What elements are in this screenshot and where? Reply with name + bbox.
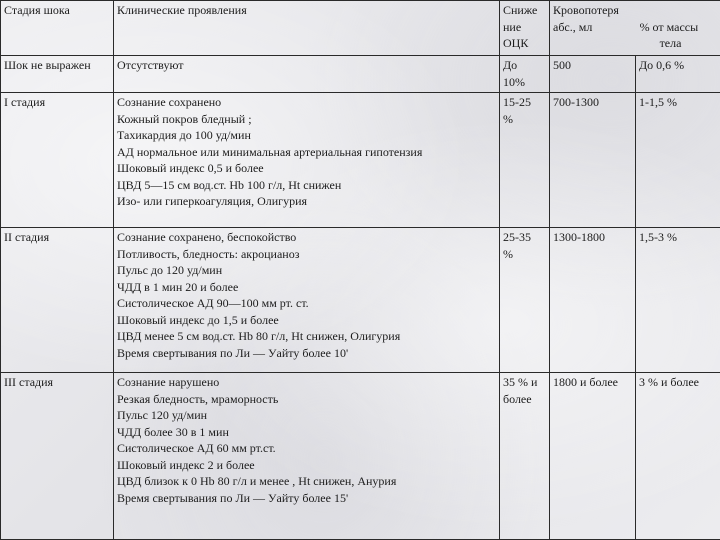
row0-stage [1, 56, 114, 93]
header-bloodloss-label: Кровопотеря [553, 3, 619, 17]
header-bcc-line3: ОЦК [503, 36, 529, 50]
header-abs-label: абс., мл [553, 19, 593, 34]
row2-clinical-line: Сознание сохранено, беспокойство [117, 230, 297, 244]
row2-bcc-line1: 25-35 [503, 230, 531, 244]
row2-pct-text: 1,5-3 % [639, 230, 677, 244]
row2-clinical-line: Пульс до 120 уд/мин [117, 263, 223, 277]
row1-stage-text: I стадия [4, 95, 46, 109]
row0-clinical [114, 56, 500, 93]
row3-pct-text: 3 % и более [639, 375, 700, 389]
row3-clinical [114, 373, 500, 540]
row2-bcc-line2: % [503, 246, 513, 261]
row0-bcc [500, 56, 550, 93]
row1-clinical-line: Сознание сохранено [117, 95, 222, 109]
row1-bcc-line1: 15-25 [503, 95, 531, 109]
header-clinical [114, 1, 500, 56]
table-row [1, 93, 720, 228]
row3-clinical-line: Шоковый индекс 2 и более [117, 457, 255, 472]
row2-clinical-line: ЦВД менее 5 см вод.ст. Hb 80 г/л, Ht снижен, Олигурия [117, 329, 401, 343]
row1-clinical [114, 93, 500, 228]
row3-clinical-line: ЦВД близок к 0 Hb 80 г/л и менее , Ht снижен, Анурия [117, 474, 397, 488]
row1-pct [636, 93, 720, 228]
row2-abs [550, 228, 636, 373]
header-bcc-line1: Сниже [503, 3, 538, 17]
row2-clinical-line: Потливость, бледность: акроцианоз [117, 246, 300, 261]
row2-stage-text: II стадия [4, 230, 50, 244]
header-bcc-line2: ние [503, 19, 522, 34]
row2-pct [636, 228, 720, 373]
row3-clinical-line: Резкая бледность, мраморность [117, 391, 279, 406]
header-stage-label: Стадия шока [4, 3, 70, 17]
row0-bcc-line1: До [503, 58, 518, 72]
row1-stage [1, 93, 114, 228]
row3-abs-text: 1800 и более [553, 375, 619, 389]
row1-clinical-line: Изо- или гиперкоагуляция, Олигурия [117, 194, 308, 208]
row2-clinical-line: Систолическое АД 90—100 мм рт. ст. [117, 296, 309, 310]
header-clinical-label: Клинические проявления [117, 3, 247, 17]
row3-stage-text: III стадия [4, 375, 54, 389]
row0-abs [550, 56, 636, 93]
row3-clinical-line: Систолическое АД 60 мм рт.ст. [117, 441, 276, 455]
row1-clinical-line: Шоковый индекс 0,5 и более [117, 161, 264, 175]
row0-pct [636, 56, 720, 93]
row3-pct [636, 373, 720, 540]
row3-clinical-line: Время свертывания по Ли — Уайту более 15' [117, 490, 349, 505]
row3-clinical-line: ЧДД более 30 в 1 мин [117, 424, 229, 439]
row2-clinical-line: Шоковый индекс до 1,5 и более [117, 312, 279, 327]
row3-clinical-line: Пульс 120 уд/мин [117, 408, 208, 422]
row2-stage [1, 228, 114, 373]
header-row [1, 1, 720, 56]
row1-bcc [500, 93, 550, 228]
table-row [1, 56, 720, 93]
row3-clinical-line: Сознание нарушено [117, 375, 220, 389]
row0-bcc-line2: 10% [503, 74, 525, 89]
row0-abs-text: 500 [553, 58, 571, 72]
row1-bcc-line2: % [503, 111, 513, 126]
header-pct-line1: % от массы [639, 19, 699, 34]
row1-clinical-line: Кожный покров бледный ; [117, 111, 252, 126]
header-bcc [500, 1, 550, 56]
row1-pct-text: 1-1,5 % [639, 95, 677, 109]
header-bloodloss [550, 1, 720, 56]
row1-abs-text: 700-1300 [553, 95, 599, 109]
row1-clinical-line: ЦВД 5—15 см вод.ст. Hb 100 г/л, Ht снижен [117, 177, 342, 192]
row3-bcc-line2: более [503, 391, 532, 406]
header-stage [1, 1, 114, 56]
row3-stage [1, 373, 114, 540]
row2-bcc [500, 228, 550, 373]
row0-pct-text: До 0,6 % [639, 58, 685, 72]
row0-clinical-line: Отсутствуют [117, 58, 184, 72]
row3-bcc [500, 373, 550, 540]
row1-clinical-line: Тахикардия до 100 уд/мин [117, 128, 251, 142]
table-row [1, 373, 720, 540]
row3-bcc-line1: 35 % и [503, 375, 538, 389]
row2-abs-text: 1300-1800 [553, 230, 605, 244]
row1-clinical-line: АД нормальное или минимальная артериальная гипотензия [117, 144, 423, 159]
table-row [1, 228, 720, 373]
row2-clinical-line: Время свертывания по Ли — Уайту более 10' [117, 345, 349, 360]
row3-abs [550, 373, 636, 540]
header-pct-line2: тела [659, 36, 682, 50]
row0-stage-text: Шок не выражен [4, 58, 91, 72]
row2-clinical [114, 228, 500, 373]
row1-abs [550, 93, 636, 228]
row2-clinical-line: ЧДД в 1 мин 20 и более [117, 279, 239, 294]
